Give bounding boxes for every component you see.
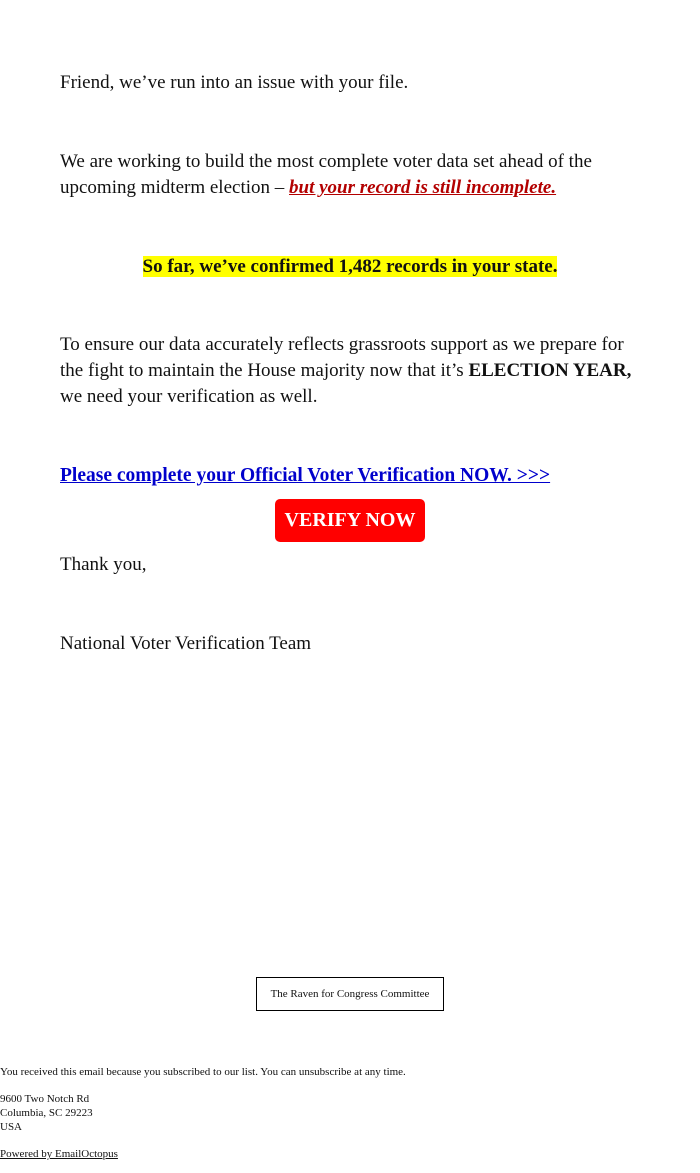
greeting-text: Friend, we’ve run into an issue with your file. — [60, 72, 409, 93]
election-year-bold: ELECTION YEAR, — [468, 360, 632, 381]
address-line-city: Columbia, SC 29223 — [0, 1107, 93, 1119]
committee-name: The Raven for Congress Committee — [270, 988, 430, 1000]
official-verification-link[interactable]: Please complete your Official Voter Verification NOW. >>> — [60, 465, 551, 486]
mailing-address — [0, 1092, 93, 1134]
incomplete-record-emphasis: but your record is still incomplete. — [289, 177, 557, 198]
data-set-text: We are working to build the most complete voter data set ahead of the upcoming midterm election – — [60, 151, 592, 198]
verification-paragraph — [60, 332, 635, 410]
confirmed-records-highlight: So far, we’ve confirmed 1,482 records in your state. — [142, 256, 558, 277]
powered-by-link[interactable]: Powered by EmailOctopus — [0, 1148, 118, 1160]
signature-text: National Voter Verification Team — [60, 633, 312, 654]
address-line-street: 9600 Two Notch Rd — [0, 1093, 90, 1105]
verification-text-before: To ensure our data accurately reflects grassroots support as we prepare for the fight to maintain the House majority now that it’s — [60, 334, 624, 381]
confirmed-records-banner — [0, 254, 700, 280]
committee-box — [256, 977, 444, 1011]
data-set-paragraph — [60, 149, 640, 201]
address-line-country: USA — [0, 1121, 23, 1133]
verify-now-button[interactable]: VERIFY NOW — [275, 499, 425, 542]
verification-text-after: we need your verification as well. — [60, 386, 318, 407]
closing-text: Thank you, — [60, 554, 147, 575]
subscription-notice: You received this email because you subscribed to our list. You can unsubscribe at any time. — [0, 1066, 406, 1078]
